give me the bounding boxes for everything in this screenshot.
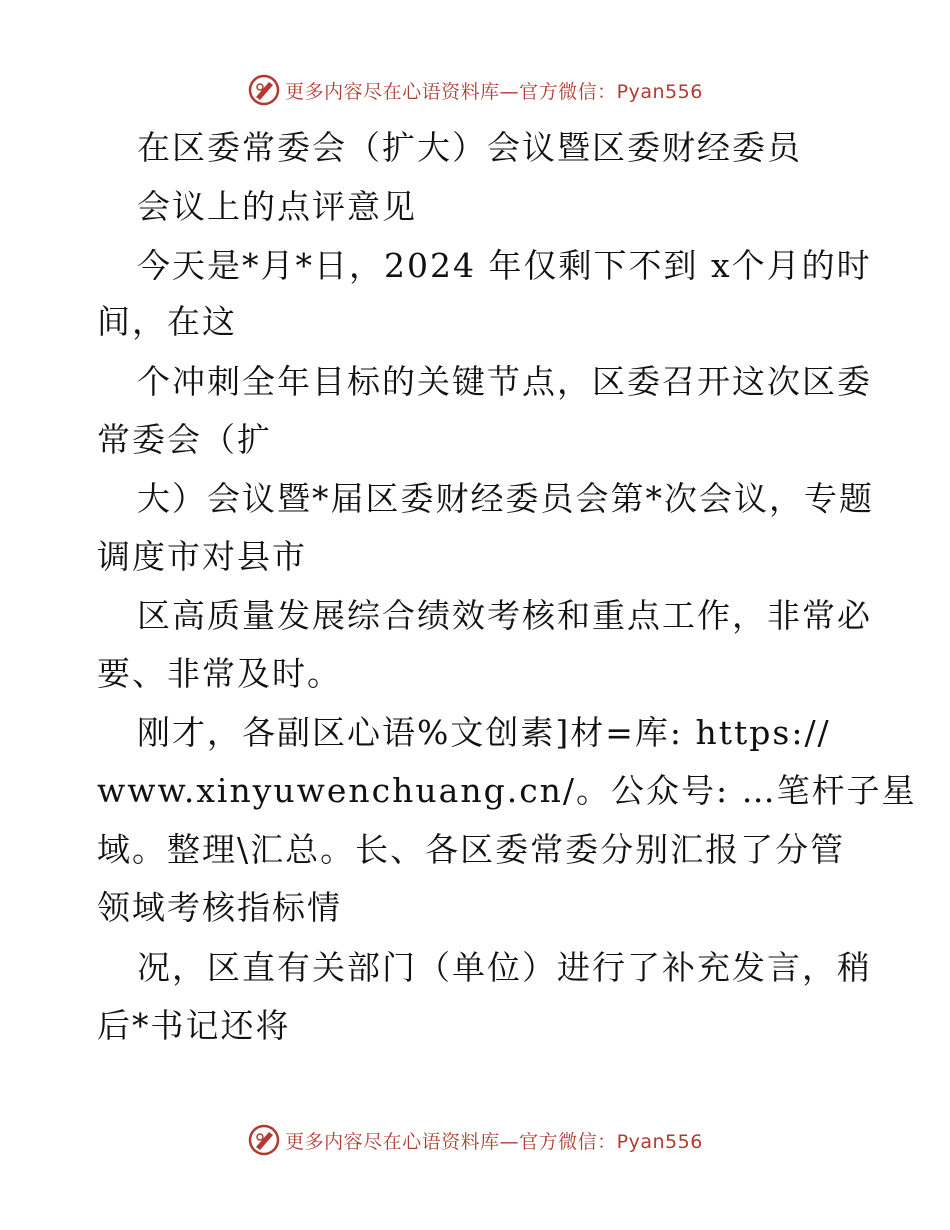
title-line-2: 会议上的点评意见	[137, 187, 417, 226]
text-line: 调度市对县市	[97, 537, 307, 576]
text-line: 今天是*月*日，2024 年仅剩下不到 x个月的时	[137, 246, 872, 285]
text-line: 个冲刺全年目标的关键节点，区委召开这次区委	[137, 362, 872, 401]
text-line: www.xinyuwenchuang.cn/。公众号: …笔杆子星	[97, 771, 917, 810]
text-line: 常委会（扩	[97, 420, 272, 459]
text-line: 间，在这	[97, 302, 237, 341]
text-line: 大）会议暨*届区委财经委员会第*次会议，专题	[137, 479, 874, 518]
text-line: 区高质量发展综合绩效考核和重点工作，非常必	[137, 596, 872, 635]
text-line: 域。整理\汇总。长、各区委常委分别汇报了分管	[97, 830, 846, 869]
watermark-text: 更多内容尽在心语资料库—官方微信：Pyan556	[285, 1130, 703, 1153]
text-line: 后*书记还将	[97, 1006, 291, 1045]
title-line-1: 在区委常委会（扩大）会议暨区委财经委员	[137, 128, 802, 167]
text-line: 刚才，各副区心语%文创素]材=库: https://	[137, 713, 831, 752]
text-line: 要、非常及时。	[97, 654, 342, 693]
pen-logo-icon	[247, 1123, 281, 1157]
text-line: 领域考核指标情	[97, 888, 342, 927]
watermark-text: 更多内容尽在心语资料库—官方微信：Pyan556	[285, 80, 703, 103]
footer-watermark	[0, 1122, 950, 1158]
text-line: 况，区直有关部门（单位）进行了补充发言，稍	[137, 948, 872, 987]
